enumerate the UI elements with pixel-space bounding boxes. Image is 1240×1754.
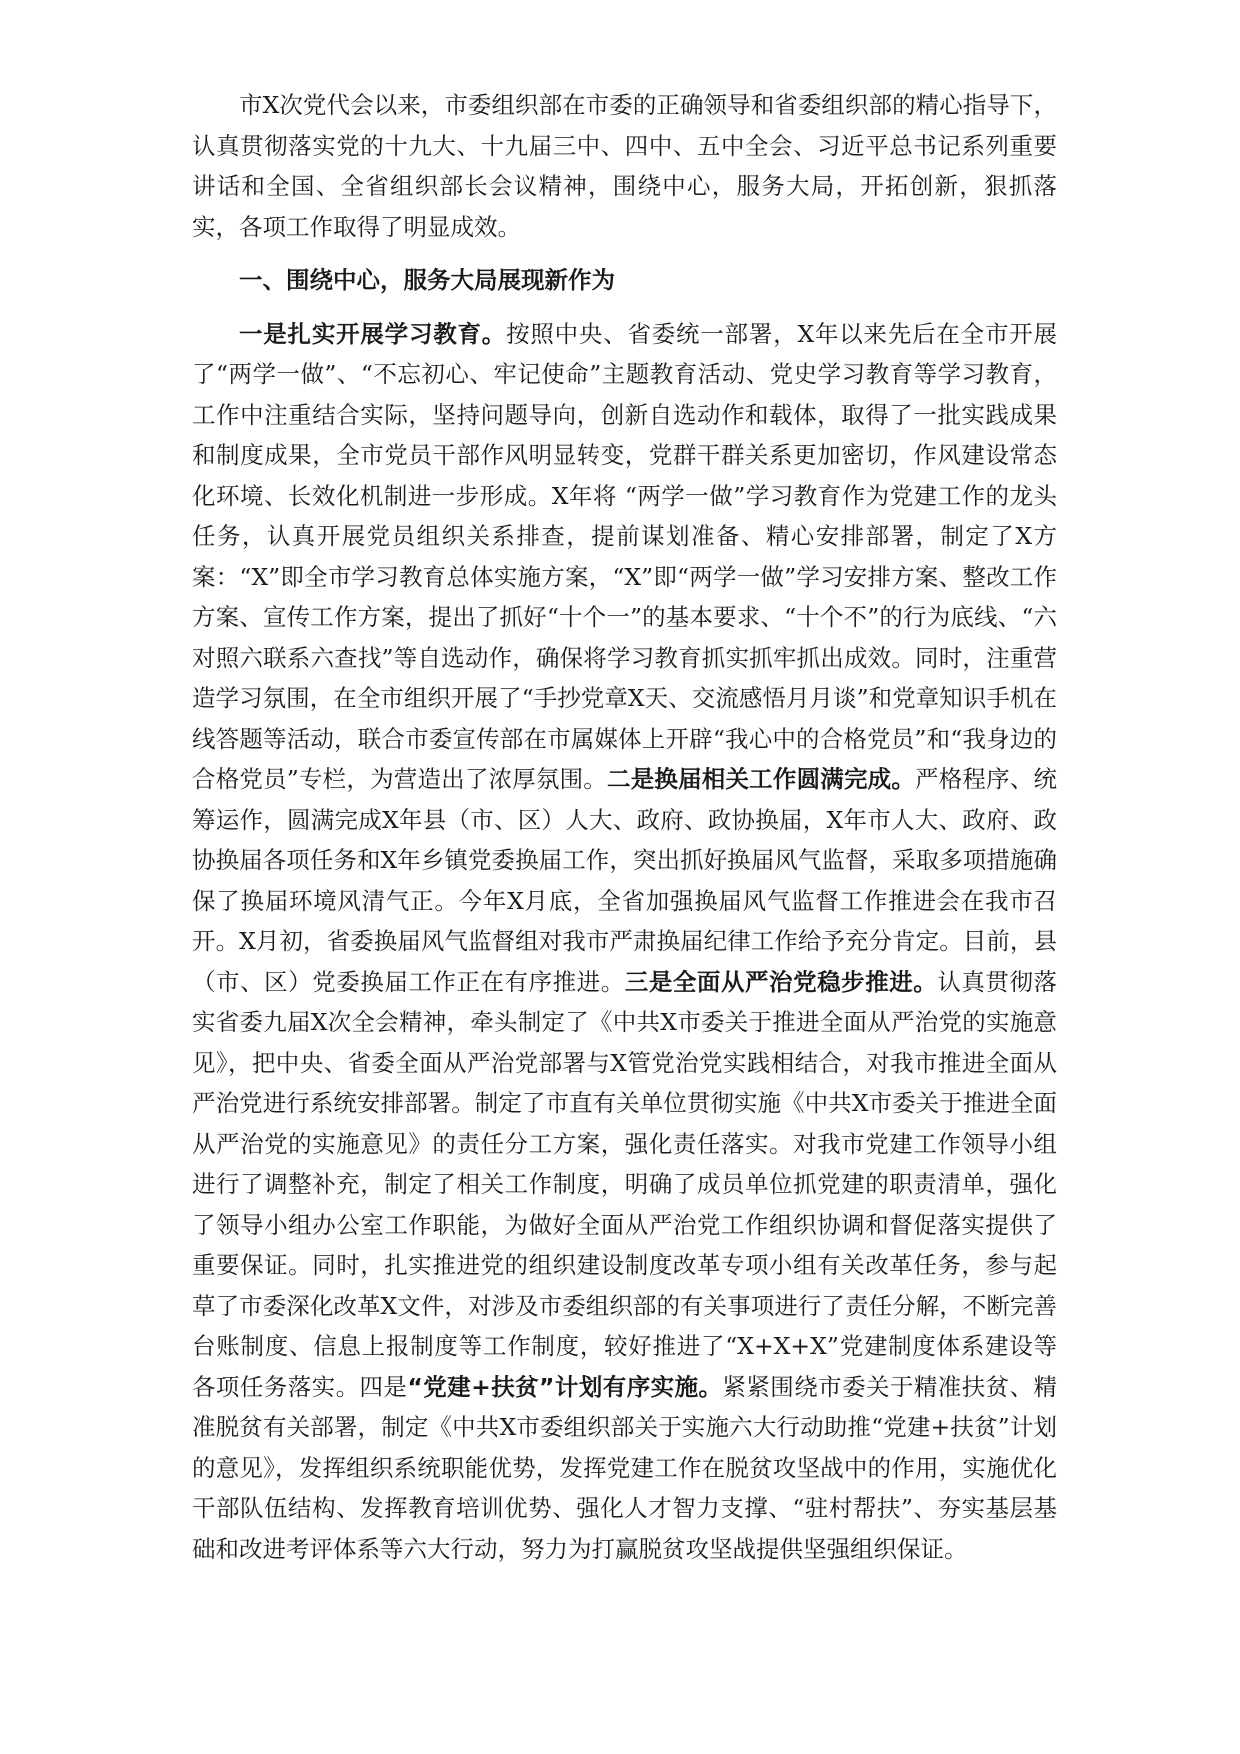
document-body <box>192 85 1057 1569</box>
item-2-body: 严格程序、统筹运作，圆满完成X年县（市、区）人大、政府、政协换届，X年市人大、政府、政协换届各项任务和X年乡镇党委换届工作，突出抓好换届风气监督，采取多项措施确保了换届环境风清气正。今年X月底，全省加强换届风气监督工作推进会在我市召开。X月初，省委换届风气监督组对我市严肃换届纪律工作给予充分肯定。目前，县（市、区）党委换届工作正在有序推进。 <box>192 765 1058 996</box>
section-heading: 一、围绕中心，服务大局展现新作为 <box>239 266 615 294</box>
item-4-prefix: 四是 <box>359 1372 408 1401</box>
item-2-title: 二是换届相关工作圆满完成。 <box>607 765 916 793</box>
item-1-title: 一是扎实开展学习教育。 <box>239 319 507 348</box>
item-3-body: 认真贯彻落实省委九届X次全会精神，牵头制定了《中共X市委关于推进全面从严治党的实施意见》，把中央、省委全面从严治党部署与X管党治党实践相结合，对我市推进全面从严治党进行系统安排部署。制定了市直有关单位贯彻实施《中共X市委关于推进全面从严治党的实施意见》的责任分工方案，强化责任落实。对我市党建工作领导小组进行了调整补充，制定了相关工作制度，明确了成员单位抓党建的职责清单，强化了领导小组办公室工作职能，为做好全面从严治党工作组织协调和督促落实提供了重要保证。同时，扎实推进党的组织建设制度改革专项小组有关改革任务，参与起草了市委深化改革X文件，对涉及市委组织部的有关事项进行了责任分解，不断完善台账制度、信息上报制度等工作制度，较好推进了“X+X+X”党建制度体系建设等各项任务落实。 <box>192 967 1058 1401</box>
item-1-body: 按照中央、省委统一部署，X年以来先后在全市开展了“两学一做”、“不忘初心、牢记使命”主题教育活动、党史学习教育等学习教育，工作中注重结合实际，坚持问题导向，创新自选动作和载体，取得了一批实践成果和制度成果，全市党员干部作风明显转变，党群干群关系更加密切，作风建设常态化环境、长效化机制进一步形成。X年将 “两学一做”学习教育作为党建工作的龙头任务，认真开展党员组织关系排查，提前谋划准备、精心安排部署，制定了X方案：“X”即全市学习教育总体实施方案，“X”即“两学一做”学习安排方案、整改工作方案、宣传工作方案，提出了抓好“十个一”的基本要求、“十个不”的行为底线、“六对照六联系六查找”等自选动作，确保将学习教育抓实抓牢抓出成效。同时，注重营造学习氛围，在全市组织开展了“手抄党章X天、交流感悟月月谈”和党章知识手机在线答题等活动，联合市委宣传部在市属媒体上开辟“我心中的合格党员”和“我身边的合格党员”专栏，为营造出了浓厚氛围。 <box>192 319 1058 793</box>
section-body-paragraph <box>192 314 1057 1570</box>
item-4-title: “党建+扶贫”计划有序实施。 <box>407 1372 723 1401</box>
item-4-body: 紧紧围绕市委关于精准扶贫、精准脱贫有关部署，制定《中共X市委组织部关于实施六大行动助推“党建+扶贫”计划的意见》，发挥组织系统职能优势，发挥党建工作在脱贫攻坚战中的作用，实施优化干部队伍结构、发挥教育培训优势、强化人才智力支撑、“驻村帮扶”、夯实基层基础和改进考评体系等六大行动，努力为打赢脱贫攻坚战提供坚强组织保证。 <box>192 1372 1058 1563</box>
item-3-title: 三是全面从严治党稳步推进。 <box>624 967 938 996</box>
intro-paragraph: 市X次党代会以来，市委组织部在市委的正确领导和省委组织部的精心指导下，认真贯彻落实党的十九大、十九届三中、四中、五中全会、习近平总书记系列重要讲话和全国、全省组织部长会议精神，围绕中心，服务大局，开拓创新，狠抓落实，各项工作取得了明显成效。 <box>192 91 1057 241</box>
